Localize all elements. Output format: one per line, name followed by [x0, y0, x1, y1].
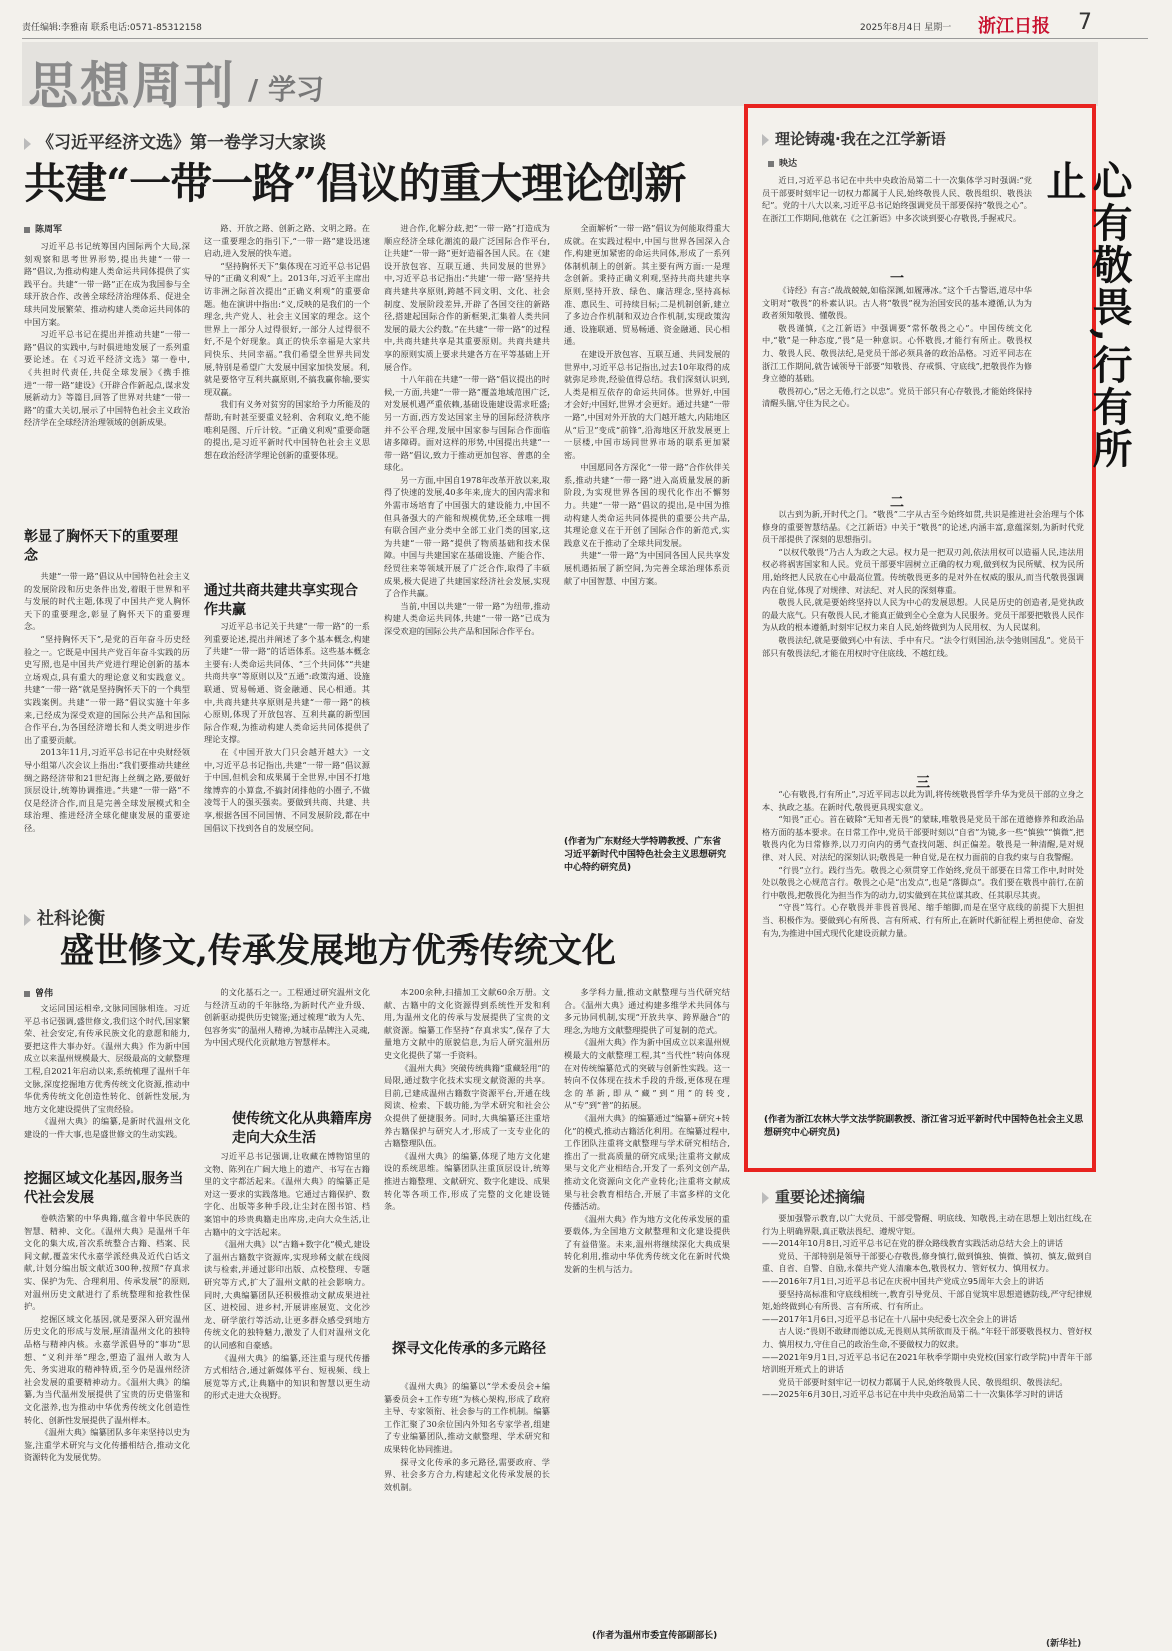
- article1-col1: 习近平总书记统筹国内国际两个大局,深刻观察和思考世界形势,提出共建“一带一路”倡议,为推动构建人类命运共同体提供了实践平台。共建“一带一路”正在成为我国参与全球开放合作、改善全球经济治理体系、促进全球共同发展繁荣、推动构建人类命运共同体的中国方案。 习近平总书记在提出并推动共建“一带一路”倡议的实践中,与时俱进地发展了一系列重要论述。在《习近平经济文选》第一卷中,《共担时代责任,共促全球发展》《携手推进“一带一路”建设》《开辟合作新起点,谋求发展新动力》等篇目,回答了世界对共建“一带一路”的重大关切,展示了中国特色社会主义政治经济学在全球经济治理领域的创新成果。: [24, 241, 190, 428]
- quote-source: ——2014年10月8日,习近平总书记在党的群众路线教育实践活动总结大会上的讲话: [762, 1238, 1064, 1249]
- sidebar-intro: 近日,习近平总书记在中共中央政治局第二十一次集体学习时强调:“党员干部要时刻牢记一切权力都属于人民,始终敬畏人民、敬畏组织、敬畏法纪”。党的十八大以来,习近平总书记始终强调党员干部要保持“敬畏之心”。在浙江工作期间,他就在《之江新语》中多次谈到要心存敬畏,手握戒尺。: [762, 175, 1032, 223]
- quotes-list: 要加强警示教育,以广大党员、干部受警醒、明底线、知敬畏,主动在思想上划出红线,在行为上明确界限,真正敬法畏纪、遵规守矩。 ——2014年10月8日,习近平总书记在党的群众路线教育实践活动总结大会上的讲话 党员、干部特别是领导干部要心存敬畏,修身慎行,做到慎独、慎微、慎初、慎友,做到自重、自省、自警、自励,永葆共产党人清廉本色,敬畏权力、管好权力、慎用权力。 ——2016年7月1日,习近平总书记在庆祝中国共产党成立95周年大会上的讲话 要坚持高标准和守底线相统一,教育引导党员、干部自觉筑牢思想道德防线,严守纪律规矩,始终做到心有所畏、言有所戒、行有所止。 ——2017年1月6日,习近平总书记在十八届中央纪委七次全会上的讲话 古人说:“畏则不敢肆而德以成,无畏则从其所欲而及于祸。”年轻干部要敬畏权力、管好权力、慎用权力,守住自己的政治生命,不要做权力的奴隶。 ——2021年9月1日,习近平总书记在2021年秋季学期中央党校(国家行政学院)中青年干部培训班开班式上的讲话 党员干部要时刻牢记一切权力都属于人民,始终敬畏人民、敬畏组织、敬畏法纪。 ——2025年6月30日,习近平总书记在中共中央政治局第二十一次集体学习时的讲话: [762, 1213, 1092, 1400]
- article2-subhead-3: 探寻文化传承的多元路径: [392, 1341, 546, 1357]
- article2-section: 社科论衡: [24, 904, 105, 929]
- quote-source: ——2025年6月30日,习近平总书记在中共中央政治局第二十一次集体学习时的讲话: [762, 1389, 1064, 1400]
- sidebar-part-3: 三: [916, 775, 930, 791]
- masthead-title: 思想周刊: [28, 56, 236, 115]
- sidebar-title: 心有敬畏,行有所止: [1040, 160, 1133, 470]
- article1-col3: 进合作,化解分歧,把“一带一路”打造成为顺应经济全球化潮流的最广泛国际合作平台,让共建“一带一路”更好造福各国人民。在《建设开放包容、互联互通、共同发展的世界》中,习近平总书记指出:“共建‘一带一路’坚持共商共建共享原则,跨越不同文明、文化、社会制度、发展阶段差异,开辟了各国交往的新路径,搭建起国际合作的新框架,汇集着人类共同发展的最大公约数。”在共建“一带一路”的过程中,共商共建共享是其重要原则。共商共建共享的原则实质上要求共建各方在平等基础上开展合作。 十八年前在共建“一带一路”倡议提出的时候,一方面,共建“一带一路”覆盖地域范围广泛,对发展机遇严重依赖,基础设施建设需求旺盛;另一方面,西方发达国家主导的国际经济秩序并不公平合理,发展中国家参与国际合作面临诸多障碍。面对这样的形势,中国提出共建“一带一路”倡议,致力于推动更加包容、普惠的全球化。 另一方面,中国自1978年改革开放以来,取得了快速的发展,40多年来,庞大的国内需求和外需市场培育了中国强大的建设能力,中国不但具备强大的产能和规模优势,还全球唯一拥有联合国产业分类中全部工业门类的国家,这为共建“一带一路”提供了物质基础和技术保障。中国与共建国家在基础设施、产能合作、经贸往来等领域开展了广泛合作,取得了丰硕成果,极大促进了共建国家经济社会发展,实现了合作共赢。 当前,中国以共建“一带一路”为纽带,推动构建人类命运共同体,共建“一带一路”已成为深受欢迎的国际公共产品和国际合作平台。: [384, 223, 550, 636]
- article1-kicker: 《习近平经济文选》第一卷学习大家谈: [24, 128, 326, 153]
- article1-author: 陈周军: [24, 222, 62, 235]
- issue-date: 2025年8月4日 星期一: [860, 23, 952, 33]
- chevron-right-icon: [24, 138, 31, 150]
- chevron-right-icon: [762, 134, 769, 146]
- sidebar-part2-text: 以古到为新,开时代之门。“敬畏”二字从古至今始终如贯,共识是推进社会治理与个体修身的重要智慧结晶。《之江新语》中关于“敬畏”的论述,内涵丰富,意蕴深刻,为新时代党员干部提供了深刻的思想指引。 “以权代敬畏”乃古人为政之大忌。权力是一把双刃剑,依法用权可以造福人民,违法用权必将祸害国家和人民。党员干部要牢固树立正确的权力观,做到权为民所赋、权为民所用,始终把人民放在心中最高位置。传统敬畏更多的是对外在权威的服从,而当代敬畏强调内在自觉,体现了对规律、对法纪、对人民的深刻尊重。 敬畏人民,就是要始终坚持以人民为中心的发展思想。人民是历史的创造者,是党执政的最大底气。只有敬畏人民,才能真正做到全心全意为人民服务。党员干部要把敬畏人民作为从政的根本遵循,时刻牢记权力来自人民,始终做到为人民用权、为人民谋利。 敬畏法纪,就是要做到心中有法、手中有尺。“法令行则国治,法令弛则国乱”。党员干部只有敬畏法纪,才能在用权时守住底线、不越红线。: [762, 509, 1084, 658]
- article2-col3: 本200余种,扫描加工文献60余万册。文献、古籍中的文化资源得到系统性开发和利用,为温州文化的传承与发展提供了宝贵的文献资源。编纂工作坚持“存真求实”,保存了大量地方文献中的原貌信息,为后人研究温州历史文化提供了第一手资料。 《温州大典》突破传统典籍“重藏轻用”的局限,通过数字化技术实现文献资源的共享。目前,已建成温州古籍数字资源平台,开通在线阅读、检索、下载功能,为学术研究和社会公众提供了便捷服务。同时,大典编纂还注重培养古籍保护与研究人才,形成了一支专业化的古籍整理队伍。 《温州大典》的编纂,体现了地方文化建设的系统思维。编纂团队注重顶层设计,统筹推进古籍整理、文献研究、数字化建设、成果转化等各项工作,形成了完整的文化建设链条。: [384, 987, 550, 1212]
- article2-subhead-1: 挖掘区域文化基因,服务当代社会发展: [24, 1171, 184, 1206]
- sidebar-note: (作者为浙江农林大学文法学院副教授、浙江省习近平新时代中国特色社会主义思想研究中心研究员): [764, 1115, 1084, 1138]
- sidebar-part1-text: 《诗经》有言:“战战兢兢,如临深渊,如履薄冰。”这个千古警语,道尽中华文明对“敬畏”的朴素认识。古人将“敬畏”视为治国安民的基本遵循,认为为政者须知敬畏、懂敬畏。 敬畏谨慎,《之江新语》中强调要“常怀敬畏之心”。中国传统文化中,“敬”是一种态度,“畏”是一种意识。心怀敬畏,才能行有所止。敬畏权力、敬畏人民、敬畏法纪,是党员干部必须具备的政治品格。习近平同志在浙江工作期间,就告诫领导干部要“知敬畏、存戒惧、守底线”,把敬畏作为修身立德的基础。 敬畏初心,“居之无倦,行之以忠”。党员干部只有心存敬畏,才能始终保持清醒头脑,守住为民之心。: [762, 285, 1032, 409]
- header-rule: [22, 38, 1148, 39]
- article2-col1: 文运同国运相牵,文脉同国脉相连。习近平总书记强调,盛世修文,我们这个时代,国家繁荣、社会安定,有传承民族文化的意愿和能力,要把这件大事办好。《温州大典》作为新中国成立以来温州规模最大、层级最高的文献整理工程,自2021年启动以来,系统梳理了温州千年文脉,深度挖掘地方优秀传统文化资源,推动中华优秀传统文化创造性转化、创新性发展,为地方文化建设提供了宝贵经验。 《温州大典》的编纂,是新时代温州文化建设的一件大事,也是盛世修文的生动实践。: [24, 1003, 190, 1139]
- article2-author: 曾伟: [24, 986, 53, 999]
- article2-col4: 多学科力量,推动文献整理与当代研究结合。《温州大典》通过构建多维学术共同体与多元协同机制,实现“开放共享、跨界融合”的理念,为地方文献整理提供了可复制的范式。 《温州大典》作为新中国成立以来温州规模最大的文献整理工程,其“当代性”转向体现在对传统编纂范式的突破与创新性实践。这一转向不仅体现在技术手段的升级,更体现在理念的革新,即从“藏”到“用”的转变,从“专”到“普”的拓展。 《温州大典》的编纂通过“编纂+研究+转化”的模式,推动古籍活化利用。在编纂过程中,工作团队注重将文献整理与学术研究相结合,推出了一批高质量的研究成果;注重将文献成果与文化产业相结合,开发了一系列文创产品,推动文化资源向文化产业转化;注重将文献成果与社会教育相结合,开展了丰富多样的文化传播活动。 《温州大典》作为地方文化传承发展的重要载体,为全国地方文献整理和文化建设提供了有益借鉴。未来,温州将继续深化大典成果转化利用,推动中华优秀传统文化在新时代焕发新的生机与活力。: [564, 987, 730, 1275]
- sidebar-part-1: 一: [890, 271, 904, 287]
- article1-col1b: 共建“一带一路”倡议从中国特色社会主义的发展阶段和历史条件出发,着眼于世界和平与发展的时代主题,体现了中国共产党人胸怀天下的重要理念,彰显了胸怀天下的重要理念。 “坚持胸怀天下”,是党的百年奋斗历史经验之一。它既是中国共产党百年奋斗实践的历史写照,也是中国共产党进行理论创新的基本立场观点,具有重大的理论意义和实践意义。共建“一带一路”就是坚持胸怀天下的一个典型实践案例。共建“一带一路”倡议实施十年多来,已经成为深受欢迎的国际公共产品和国际合作平台,为各国经济增长和人类文明进步作出了重要贡献。 2013年11月,习近平总书记在中央财经领导小组第八次会议上指出:“我们要推动共建丝绸之路经济带和21世纪海上丝绸之路,要做好顶层设计,统筹协调推进。”共建“一带一路”不仅是经济合作,而且是完善全球发展模式和全球治理、推进经济全球化健康发展的重要途径。: [24, 571, 190, 833]
- article1-note: (作者为广东财经大学特聘教授、广东省习近平新时代中国特色社会主义思想研究中心特约研究员): [564, 837, 727, 873]
- article1-col4: 全面解析“一带一路”倡议为何能取得重大成就。在实践过程中,中国与世界各国深入合作,构建更加紧密的命运共同体,形成了一系列体制机制上的创新。其主要有两方面:一是理念创新。秉持正确义利观,坚持共商共建共享原则,坚持开放、绿色、廉洁理念,坚持高标准、惠民生、可持续目标;二是机制创新,建立了多边合作机制和双边合作机制,实现政策沟通、设施联通、贸易畅通、资金融通、民心相通。 在建设开放包容、互联互通、共同发展的世界中,习近平总书记指出,过去10年取得的成就弥足珍贵,经验值得总结。我们深刻认识到,人类是相互依存的命运共同体。世界好,中国才会好;中国好,世界才会更好。通过共建“一带一路”,中国对外开放的大门越开越大,内陆地区从“后卫”变成“前锋”,沿海地区开放发展更上一层楼,中国市场同世界市场的联系更加紧密。 中国愿同各方深化“一带一路”合作伙伴关系,推动共建“一带一路”进入高质量发展的新阶段,为实现世界各国的现代化作出不懈努力。共建“一带一路”倡议的提出,是中国为推动构建人类命运共同体提供的重要公共产品,其理论意义在于开创了国际合作的新范式,实践意义在于推动了全球共同发展。 共建“一带一路”为中国同各国人民共享发展机遇拓展了新空间,为完善全球治理体系贡献了中国智慧、中国方案。: [564, 223, 730, 586]
- article1-col2b: 习近平总书记关于共建“一带一路”的一系列重要论述,提出并阐述了多个基本概念,构建了共建“一带一路”的话语体系。这些基本概念主要有:人类命运共同体、“三个共同体”“共建共商共享”等原则以及“五通”:政策沟通、设施联通、贸易畅通、资金融通、民心相通。其中,共商共建共享原则是共建“一带一路”的核心原则,体现了开放包容、互利共赢的新型国际合作观,为推动构建人类命运共同体提供了理论支撑。 在《中国开放大门只会越开越大》一文中,习近平总书记指出,共建“一带一路”倡议源于中国,但机会和成果属于全世界,中国不打地缘博弈的小算盘,不搞封闭排他的小圈子,不做凌驾于人的强买强卖。要做到共商、共建、共享,根据各国不同国情、不同发展阶段,都在中国倡议下找到各自的发展空间。: [204, 621, 370, 833]
- article2-col1b: 卷帙浩繁的中华典籍,蕴含着中华民族的智慧、精神、文化。《温州大典》是温州千年文化的集大成,首次系统整合古籍、档案、民间文献,覆盖宋代永嘉学派经典及近代白话文献,计划分编出版文献近300种,按照“存真求实、保护为先、合理利用、传承发展”的原则,对温州历史文献进行了系统整理和抢救性保护。 挖掘区域文化基因,就是要深入研究温州历史文化的形成与发展,厘清温州文化的独特品格与精神内核。永嘉学派倡导的“事功”思想、“义利并举”理念,塑造了温州人敢为人先、务实进取的精神特质,至今仍是温州经济社会发展的重要精神动力。《温州大典》的编纂,为当代温州发展提供了宝贵的历史借鉴和文化滋养,也为推动中华优秀传统文化创造性转化、创新性发展提供了温州样本。 《温州大典》编纂团队多年来坚持以史为鉴,注重学术研究与文化传播相结合,推动文化资源转化为发展优势。: [24, 1213, 190, 1463]
- article2-col3b: 《温州大典》的编纂以“学术委员会+编纂委员会+工作专班”为核心架构,形成了政府主导、专家领衔、社会参与的工作机制。编纂工作汇聚了30余位国内外知名专家学者,组建了专业编纂团队,推动文献整理、学术研究和成果转化协同推进。 探寻文化传承的多元路径,需要政府、学界、社会多方合力,构建起文化传承发展的长效机制。: [384, 1381, 550, 1492]
- article1-subhead-2: 通过共商共建共享实现合作共赢: [204, 583, 358, 618]
- masthead-subtitle: / 学习: [248, 73, 324, 106]
- article2-subhead-2: 使传统文化从典籍库房走向大众生活: [232, 1111, 372, 1146]
- quotes-section: 重要论述摘编: [762, 1186, 865, 1207]
- article1-col2: 路、开放之路、创新之路、文明之路。在这一重要理念的指引下,“一带一路”建设迅速启动,进入发展的快车道。 “坚持胸怀天下”集体现在习近平总书记倡导的“正确义利观”上。2013年,习近平主席出访非洲之际首次提出“正确义利观”的重要命题。他在演讲中指出:“义,反映的是我们的一个理念,共产党人、社会主义国家的理念。这个世界上一部分人过得很好,一部分人过得很不好,不是个好现象。真正的快乐幸福是大家共同快乐、共同幸福。”我们希望全世界共同发展,特别是希望广大发展中国家加快发展。利,就是要恪守互利共赢原则,不搞我赢你输,要实现双赢。 我们有义务对贫穷的国家给予力所能及的帮助,有时甚至要重义轻利、舍利取义,绝不能唯利是图、斤斤计较。“正确义利观”重要命题的提出,是习近平新时代中国特色社会主义思想在政治经济学理论创新的重要体现。: [204, 223, 370, 460]
- quotes-credit: (新华社): [1046, 1639, 1082, 1649]
- sidebar-section: 理论铸魂·我在之江学新语: [762, 128, 946, 149]
- page-number: 7: [1078, 10, 1092, 35]
- article2-note: (作者为温州市委宣传部副部长): [592, 1631, 718, 1641]
- quote-source: ——2021年9月1日,习近平总书记在2021年秋季学期中央党校(国家行政学院)中青年干部培训班开班式上的讲话: [762, 1351, 1092, 1375]
- quote-source: ——2017年1月6日,习近平总书记在十八届中央纪委七次全会上的讲话: [762, 1313, 1017, 1324]
- article1-title: 共建“一带一路”倡议的重大理论创新: [24, 159, 686, 208]
- chevron-right-icon: [762, 1192, 769, 1204]
- quote-source: ——2016年7月1日,习近平总书记在庆祝中国共产党成立95周年大会上的讲话: [762, 1275, 1044, 1286]
- article2-title: 盛世修文,传承发展地方优秀传统文化: [60, 931, 616, 971]
- editor-info: 责任编辑:李雅南 联系电话:0571-85312158: [22, 23, 202, 33]
- article1-subhead-1: 彰显了胸怀天下的重要理念: [24, 529, 178, 564]
- paper-name: 浙江日报: [978, 16, 1050, 37]
- article2-col2: 的文化基石之一。工程通过研究温州文化与经济互动的千年脉络,为新时代产业升级、创新驱动提供历史镜鉴;通过梳理“敢为人先、包容务实”的温州人精神,为城市品牌注入灵魂,为中国式现代化贡献地方智慧样本。: [204, 987, 370, 1048]
- sidebar-author: 映达: [768, 156, 797, 169]
- sidebar-part3-text: “心有敬畏,行有所止”,习近平同志以此为训,将传统敬畏哲学升华为党员干部的立身之本、执政之基。在新时代,敬畏更具现实意义。 “知畏”正心。首在破除“无知者无畏”的蒙昧,唯敬畏是党员干部在道德修养和政治品格方面的基本要求。在日常工作中,党员干部要时刻以“自省”为镜,多一些“慎独”“慎微”,把敬畏内化为日常修养,以刀刃向内的勇气查找问题、纠正偏差。敬畏是一种清醒,是对规律、对人民、对法纪的深刻认识;敬畏是一种自觉,是在权力面前的自我约束与自我警醒。 “行畏”立行。践行当先。敬畏之心须贯穿工作始终,党员干部要在日常工作中,时时处处以敬畏之心规范言行。敬畏之心是“出发点”,也是“落脚点”。我们要在敬畏中前行,在前行中敬畏,把敬畏化为担当作为的动力,切实做到在其位谋其政、任其职尽其责。 “守畏”笃行。心存敬畏并非畏首畏尾、缩手缩脚,而是在坚守底线的前提下大胆担当、积极作为。要做到心有所畏、言有所戒、行有所止,在新时代新征程上勇担使命、奋发有为,为推进中国式现代化建设贡献力量。: [762, 789, 1084, 938]
- sidebar-part-2: 二: [890, 495, 904, 511]
- chevron-right-icon: [24, 914, 31, 926]
- article2-col2b: 习近平总书记强调,让收藏在博物馆里的文物、陈列在广阔大地上的遗产、书写在古籍里的文字都活起来。《温州大典》的编纂正是对这一要求的实践落地。它通过古籍保护、数字化、出版等多种手段,让尘封在图书馆、档案馆中的珍贵典籍走出库房,走向大众生活,让古籍中的文字活起来。 《温州大典》以“古籍+数字化”模式,建设了温州古籍数字资源库,实现珍稀文献在线阅读与检索,并通过影印出版、点校整理、专题研究等方式,扩大了温州文献的社会影响力。同时,大典编纂团队还积极推动文献成果进社区、进校园、进乡村,开展讲座展览、文化沙龙、研学旅行等活动,让更多群众感受到地方传统文化的独特魅力,激发了人们对温州文化的认同感和自豪感。 《温州大典》的编纂,还注重与现代传播方式相结合,通过新媒体平台、短视频、线上展览等方式,让典籍中的知识和智慧以更生动的形式走进大众视野。: [204, 1151, 370, 1401]
